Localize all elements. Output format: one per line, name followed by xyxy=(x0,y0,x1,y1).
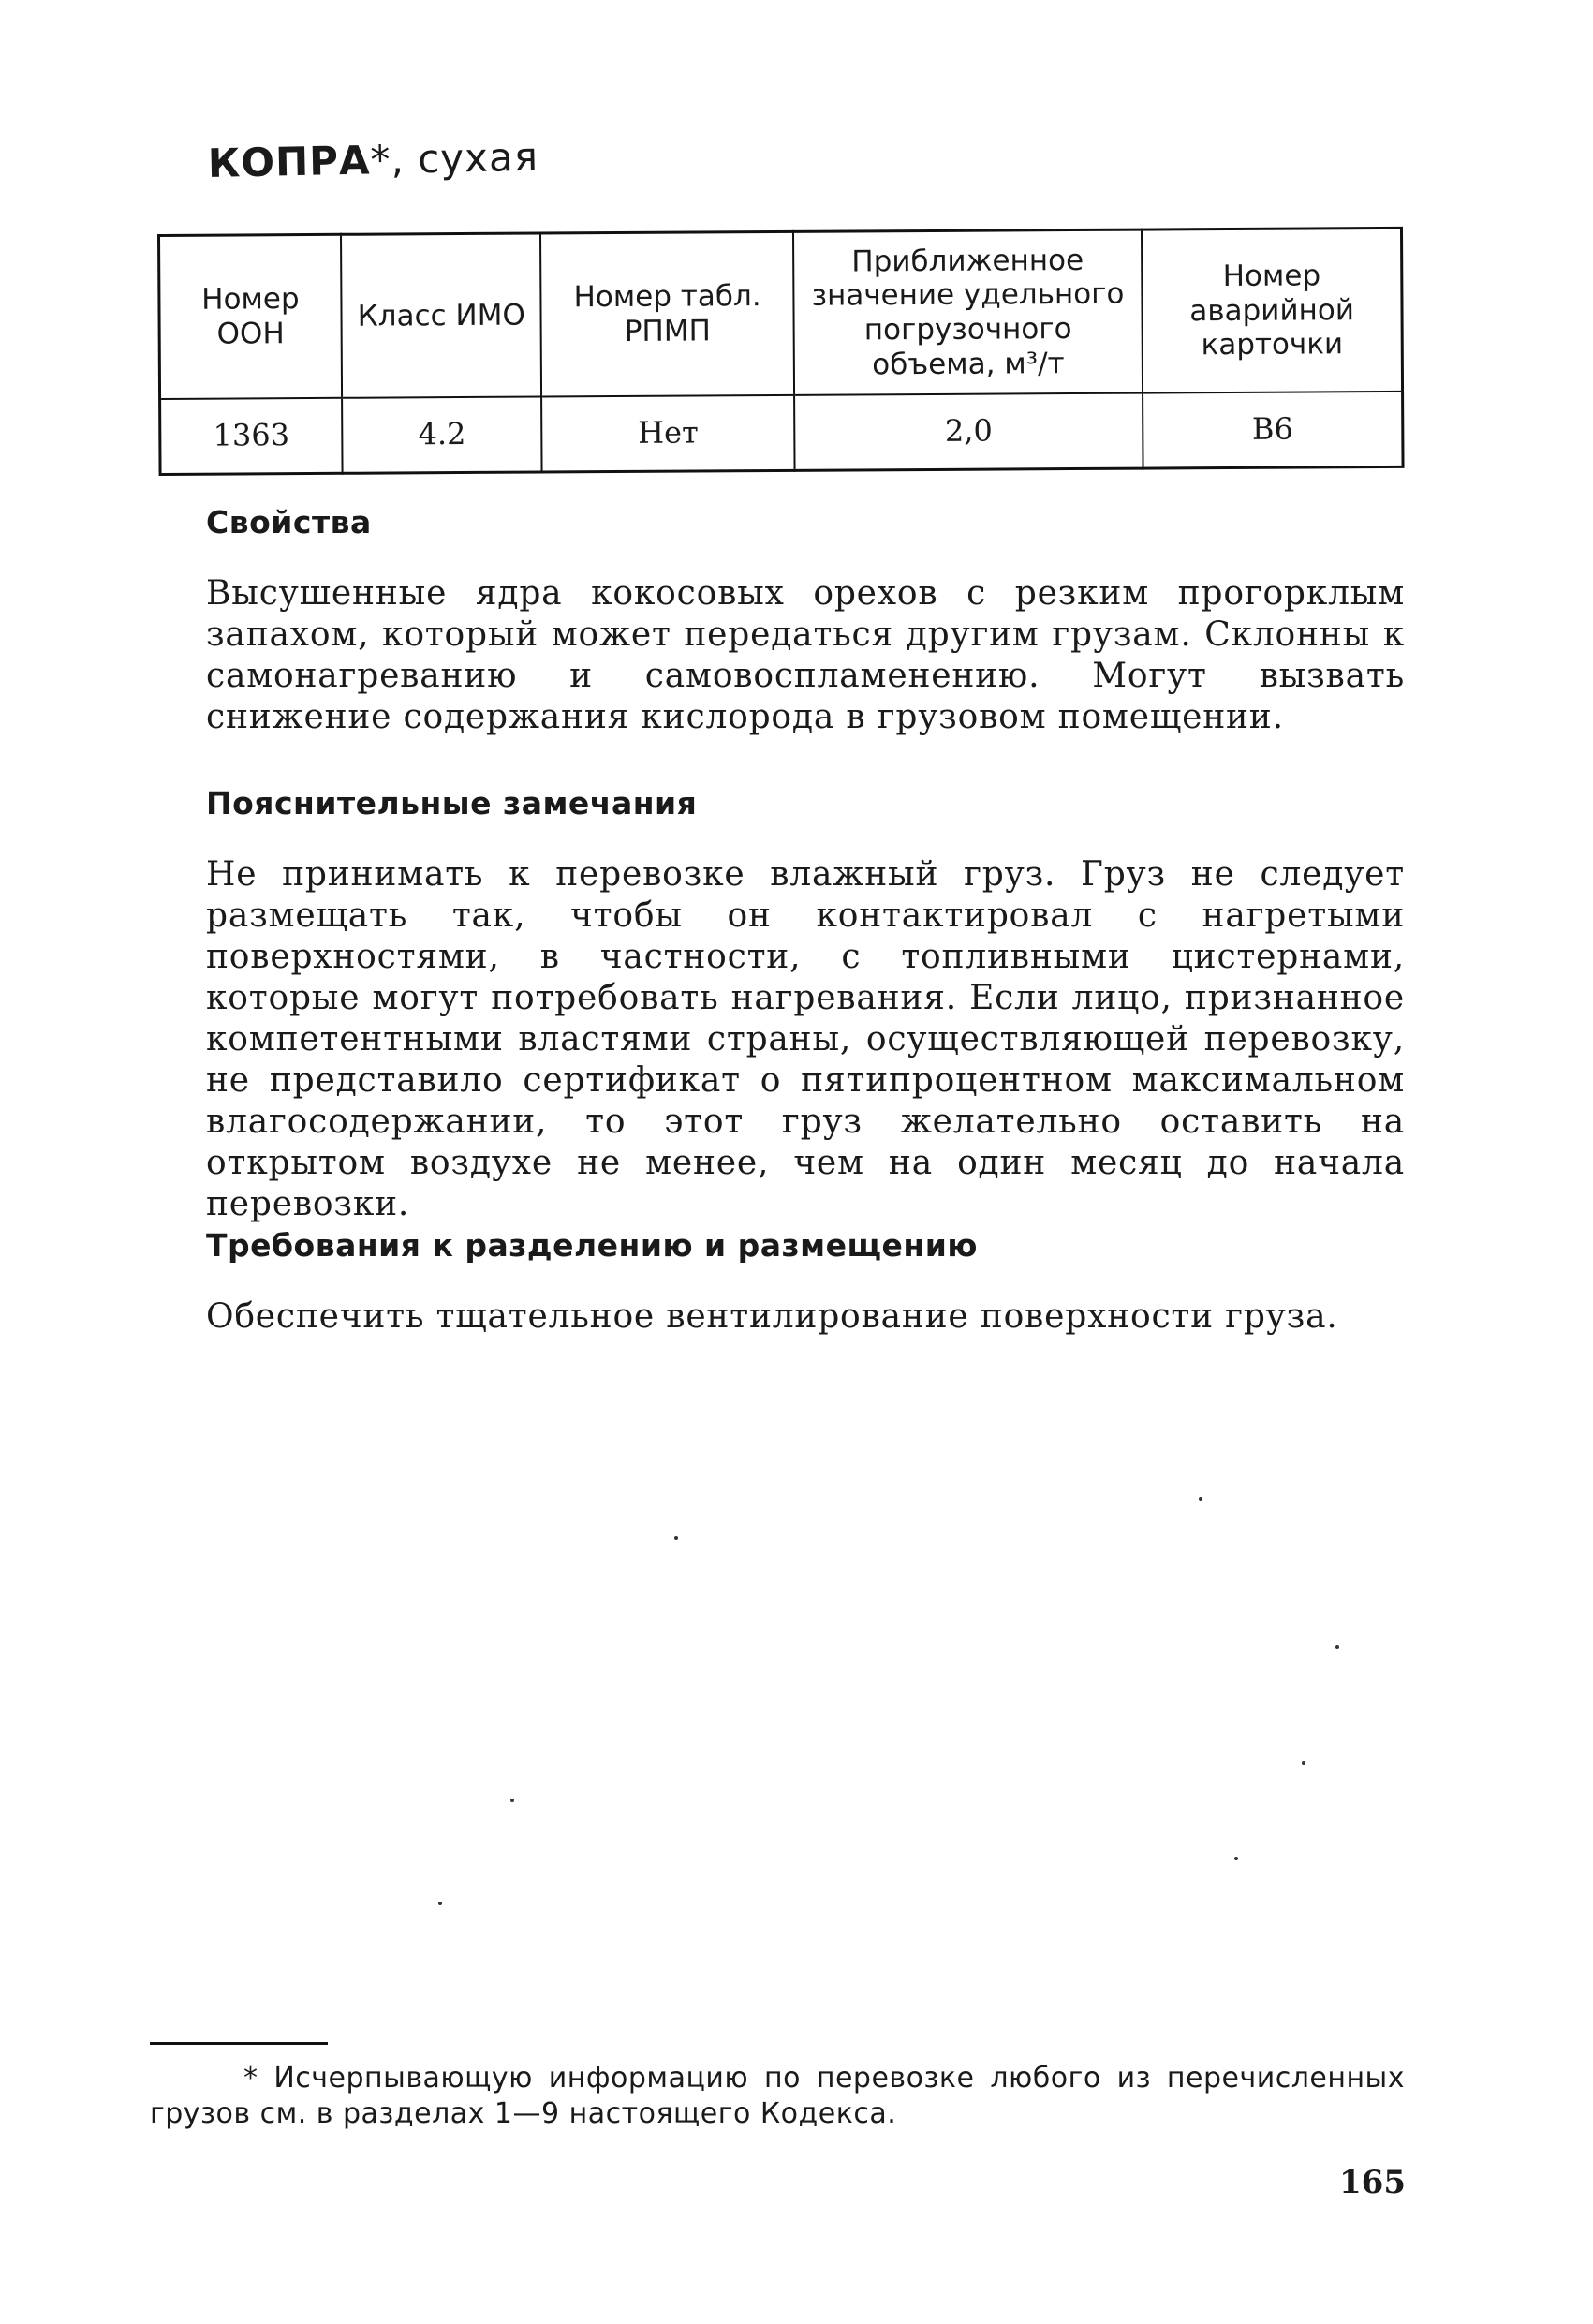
table-row xyxy=(160,392,1403,475)
cell-stowage-factor: 2,0 xyxy=(794,393,1143,471)
segregation-text: Обеспечить тщательное вентилирование поверхности груза. xyxy=(206,1297,1338,1336)
header-stowage-factor: Приближенное значение удельного погрузочного объема, м³/т xyxy=(793,229,1143,395)
segregation-heading: Требования к разделению и размещению xyxy=(206,1227,978,1264)
page-number: 165 xyxy=(1339,2164,1406,2201)
properties-text: Высушенные ядра кокосовых орехов с резким прогорклым запахом, который может передаться другим грузам. Склонны к самонагреванию и самовоспламенению. Могут вызвать снижение содержания кислорода в грузовом помещении. xyxy=(206,574,1405,736)
segregation-section xyxy=(206,1227,1405,1264)
footnote: * Исчерпывающую информацию по перевозке любого из перечисленных грузов см. в разделах 1—9 настоящего Кодекса. xyxy=(150,2062,1405,2130)
scan-speck xyxy=(1335,1645,1339,1649)
header-un-number: Номер ООН xyxy=(159,234,343,399)
header-imo-class: Класс ИМО xyxy=(341,233,541,398)
scan-speck xyxy=(1234,1857,1238,1860)
cell-imo-class: 4.2 xyxy=(342,396,542,473)
scan-speck xyxy=(1302,1761,1305,1765)
cell-emergency-card: B6 xyxy=(1143,392,1403,468)
properties-section xyxy=(206,504,1405,540)
cell-rpmp-table: Нет xyxy=(542,395,795,472)
properties-heading: Свойства xyxy=(206,504,372,540)
title-qualifier: *, сухая xyxy=(369,133,539,184)
header-emergency-card: Номер аварийной карточки xyxy=(1142,228,1402,392)
scan-speck xyxy=(674,1536,678,1540)
header-rpmp-table: Номер табл. РПМП xyxy=(540,231,794,396)
cargo-spec-table xyxy=(157,227,1405,476)
remarks-section xyxy=(206,785,1405,822)
scan-speck xyxy=(438,1902,442,1905)
remarks-text: Не принимать к перевозке влажный груз. Груз не следует размещать так, чтобы он контактировал с нагретыми поверхностями, в частности, с топливными цистернами, которые могут потребовать нагревания. Если лицо, признанное компетентными властями страны, осуществляющей перевозку, не представило сертификат о пятипроцентном максимальном влагосодержании, то этот груз желательно оставить на открытом воздухе не менее, чем на один месяц до начала перевозки. xyxy=(206,855,1405,1223)
footnote-divider xyxy=(150,2042,328,2045)
title-main: КОПРА xyxy=(207,137,371,186)
cell-un-number: 1363 xyxy=(160,398,343,475)
scan-speck xyxy=(1199,1497,1202,1501)
page-title xyxy=(207,134,538,186)
remarks-heading: Пояснительные замечания xyxy=(206,785,698,822)
scan-speck xyxy=(510,1799,514,1802)
table-header-row xyxy=(159,228,1403,399)
